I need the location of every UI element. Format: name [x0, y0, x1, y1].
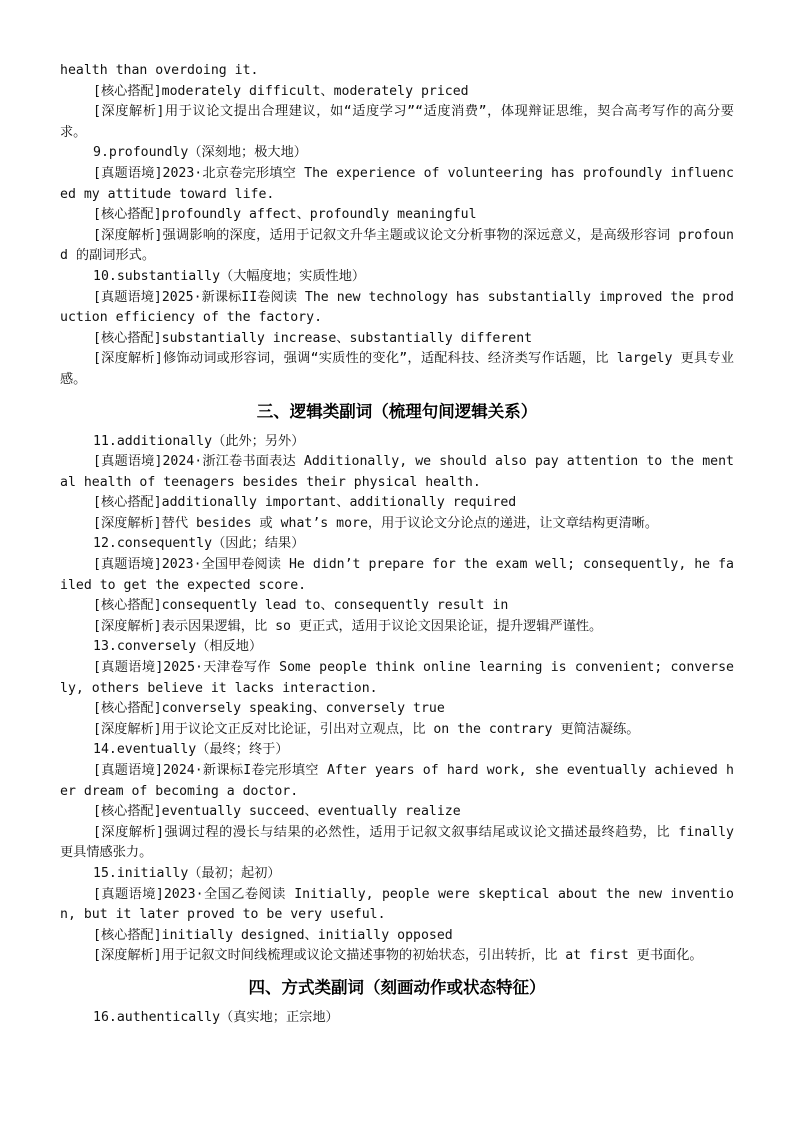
paragraph: [深度解析]用于议论文正反对比论证，引出对立观点，比 on the contrary 更简洁凝练。: [93, 721, 640, 737]
paragraph: [真题语境]2023·北京卷完形填空 The experience of volunteering has profoundly influenced my attitude toward life.: [60, 165, 734, 202]
paragraph: 12.consequently（因此；结果）: [93, 536, 305, 552]
paragraph: [真题语境]2023·全国乙卷阅读 Initially, people were skeptical about the new invention, but it later proved to be very useful.: [60, 886, 734, 923]
paragraph: [核心搭配]moderately difficult、moderately priced: [93, 83, 469, 99]
paragraph: [深度解析]替代 besides 或 what’s more，用于议论文分论点的递进，让文章结构更清晰。: [93, 515, 659, 531]
paragraph: [核心搭配]profoundly affect、profoundly meaningful: [93, 207, 477, 223]
paragraph: 9.profoundly（深刻地；极大地）: [93, 145, 307, 161]
paragraph: [真题语境]2023·全国甲卷阅读 He didn’t prepare for the exam well; consequently, he failed to get the expected score.: [60, 557, 734, 593]
paragraph: [核心搭配]additionally important、additionally required: [93, 495, 517, 511]
paragraph: [真题语境]2024·新课标I卷完形填空 After years of hard work, she eventually achieved her dream of becoming a doctor.: [60, 763, 734, 799]
paragraph: [真题语境]2024·浙江卷书面表达 Additionally, we should also pay attention to the mental health of teenagers besides their physical health.: [60, 454, 734, 490]
paragraph: 11.additionally（此外；另外）: [93, 433, 305, 449]
paragraph: 15.initially（最初；起初）: [93, 865, 281, 881]
paragraph: [深度解析]修饰动词或形容词，强调“实质性的变化”，适配科技、经济类写作话题，比 largely 更具专业感。: [60, 351, 734, 387]
paragraph: [核心搭配]conversely speaking、conversely true: [93, 701, 445, 717]
paragraph: [核心搭配]consequently lead to、consequently result in: [93, 598, 509, 614]
paragraph: 16.authentically（真实地；正宗地）: [93, 1009, 339, 1025]
paragraph: health than overdoing it.: [60, 63, 259, 78]
paragraph: 10.substantially（大幅度地；实质性地）: [93, 268, 366, 284]
paragraph: [深度解析]用于记叙文时间线梳理或议论文描述事物的初始状态，引出转折，比 at first 更书面化。: [93, 948, 703, 964]
paragraph: [深度解析]表示因果逻辑，比 so 更正式，适用于议论文因果论证，提升逻辑严谨性。: [93, 618, 603, 634]
section-heading: 三、逻辑类副词（梳理句间逻辑关系）: [256, 401, 538, 421]
paragraph: [核心搭配]substantially increase、substantially different: [93, 330, 533, 346]
paragraph: 14.eventually（最终；终于）: [93, 742, 289, 758]
paragraph: [核心搭配]initially designed、initially opposed: [93, 927, 453, 943]
paragraph: [深度解析]用于议论文提出合理建议，如“适度学习”“适度消费”，体现辩证思维，契合高考写作的高分要求。: [60, 104, 734, 140]
paragraph: 13.conversely（相反地）: [93, 639, 263, 655]
paragraph: [深度解析]强调过程的漫长与结果的必然性，适用于记叙文叙事结尾或议论文描述最终趋势，比 finally 更具情感张力。: [60, 824, 734, 861]
paragraph: [真题语境]2025·新课标II卷阅读 The new technology has substantially improved the production efficiency of the factory.: [60, 289, 734, 326]
paragraph: [真题语境]2025·天津卷写作 Some people think online learning is convenient; conversely, others believe it lacks interaction.: [60, 660, 734, 696]
paragraph: [核心搭配]eventually succeed、eventually realize: [93, 804, 461, 820]
paragraph: [深度解析]强调影响的深度，适用于记叙文升华主题或议论文分析事物的深远意义，是高级形容词 profound 的副词形式。: [60, 227, 734, 264]
section-heading: 四、方式类副词（刻画动作或状态特征）: [248, 977, 546, 997]
